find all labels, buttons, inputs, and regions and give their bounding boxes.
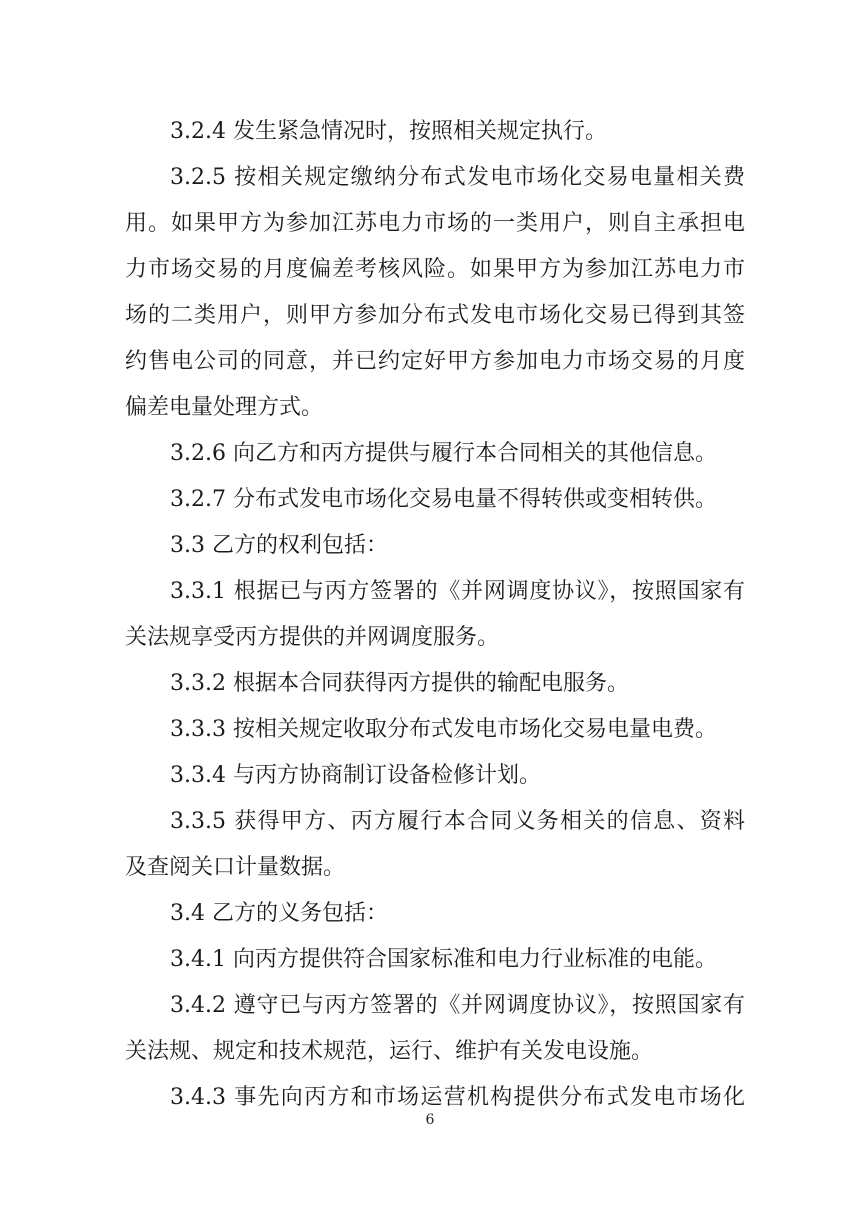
clause-3-4-3-line-1: 3.4.3 事先向丙方和市场运营机构提供分布式发电市场化 [170,1085,745,1110]
clause-3-2-5-line-3: 力市场交易的月度偏差考核风险。如果甲方为参加江苏电力市 [125,257,745,282]
clause-3-2-5-line-4: 场的二类用户，则甲方参加分布式发电市场化交易已得到其签 [125,303,745,328]
clause-3-2-5-line-2: 用。如果甲方为参加江苏电力市场的一类用户，则自主承担电 [125,211,745,236]
clause-3-2-6: 3.2.6 向乙方和丙方提供与履行本合同相关的其他信息。 [170,441,717,466]
clause-3-3-4: 3.3.4 与丙方协商制订设备检修计划。 [170,763,541,788]
clause-3-2-5-line-6: 偏差电量处理方式。 [125,395,324,420]
section-3-3-heading: 3.3 乙方的权利包括： [170,533,388,558]
clause-3-3-3: 3.3.3 按相关规定收取分布式发电市场化交易电量电费。 [170,717,717,742]
clause-3-2-7: 3.2.7 分布式发电市场化交易电量不得转供或变相转供。 [170,487,717,512]
clause-3-3-2: 3.3.2 根据本合同获得丙方提供的输配电服务。 [170,671,629,696]
clause-3-3-5-line-1: 3.3.5 获得甲方、丙方履行本合同义务相关的信息、资料 [170,809,745,834]
clause-3-3-5-line-2: 及查阅关口计量数据。 [125,855,346,880]
clause-3-2-4: 3.2.4 发生紧急情况时，按照相关规定执行。 [170,119,607,144]
clause-3-2-5-line-5: 约售电公司的同意，并已约定好甲方参加电力市场交易的月度 [125,349,745,374]
clause-3-4-1: 3.4.1 向丙方提供符合国家标准和电力行业标准的电能。 [170,947,717,972]
page-number: 6 [425,1112,435,1128]
clause-3-3-1-line-1: 3.3.1 根据已与丙方签署的《并网调度协议》，按照国家有 [170,579,745,604]
clause-3-4-2-line-2: 关法规、规定和技术规范，运行、维护有关发电设施。 [125,1039,654,1064]
clause-3-4-2-line-1: 3.4.2 遵守已与丙方签署的《并网调度协议》，按照国家有 [170,993,745,1018]
section-3-4-heading: 3.4 乙方的义务包括： [170,901,388,926]
clause-3-2-5-line-1: 3.2.5 按相关规定缴纳分布式发电市场化交易电量相关费 [170,165,745,190]
clause-3-3-1-line-2: 关法规享受丙方提供的并网调度服务。 [125,625,500,650]
